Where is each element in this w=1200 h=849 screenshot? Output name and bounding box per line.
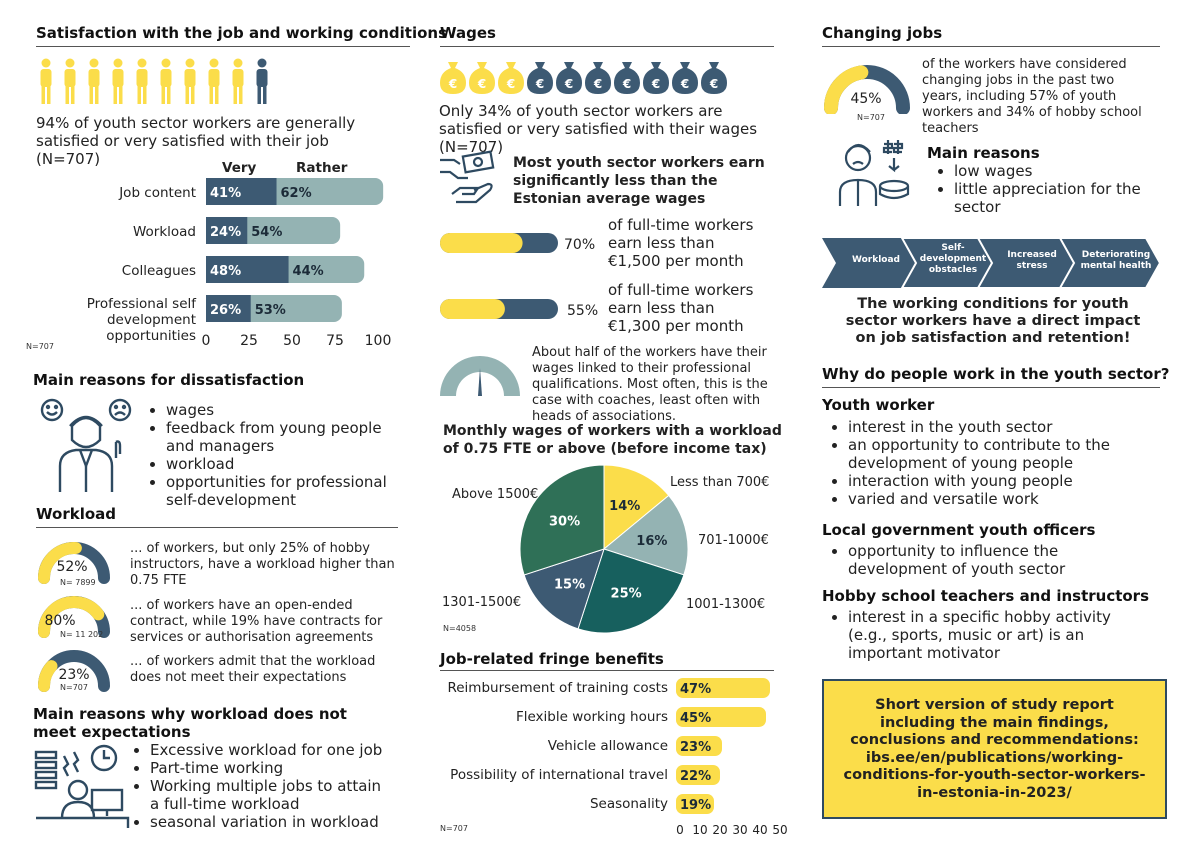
axis-tick: 100 bbox=[364, 333, 392, 349]
gauge-desc: ... of workers admit that the workload does not meet their expectations bbox=[130, 654, 376, 685]
list-item: • interest in the youth sector bbox=[848, 418, 1158, 436]
person-icon bbox=[113, 59, 124, 105]
person-icon bbox=[65, 59, 76, 105]
legend-very: Very bbox=[222, 160, 257, 176]
progress-bar bbox=[440, 298, 558, 320]
list-item: • little appreciation for the sector bbox=[954, 180, 1156, 216]
money-bag-icon bbox=[614, 62, 640, 94]
list-item: • opportunities for professional self-development bbox=[166, 473, 406, 509]
axis-tick: 75 bbox=[326, 333, 344, 349]
satisfaction-title: Satisfaction with the job and working conditions bbox=[36, 24, 447, 42]
list-item: • seasonal variation in workload bbox=[150, 813, 390, 831]
money-bag-icon bbox=[672, 62, 698, 94]
money-bag-icon bbox=[469, 62, 495, 94]
list-item: • interaction with young people bbox=[848, 472, 1158, 490]
list-item: • wages bbox=[166, 401, 406, 419]
bar-rather-label: 44% bbox=[292, 264, 324, 279]
bar-very-label: 48% bbox=[210, 264, 242, 279]
svg-text:€: € bbox=[448, 77, 458, 91]
axis-tick: 25 bbox=[240, 333, 258, 349]
changing-jobs-value: 45% bbox=[850, 91, 882, 107]
list-item: • Part-time working bbox=[150, 759, 390, 777]
pie-value-label: 25% bbox=[610, 586, 642, 602]
changing-jobs-title: Changing jobs bbox=[822, 24, 943, 42]
svg-text:€: € bbox=[622, 77, 632, 91]
workload-reasons-title: Main reasons why workload does not meet expectations bbox=[33, 705, 347, 741]
group-title: Local government youth officers bbox=[822, 521, 1096, 539]
pie-category-label: 701-1000€ bbox=[698, 533, 769, 548]
money-bag-icon bbox=[643, 62, 669, 94]
pie-category-label: 1001-1300€ bbox=[686, 597, 766, 612]
pie-category-label: Above 1500€ bbox=[452, 487, 539, 502]
bar-label: Workload bbox=[132, 224, 196, 240]
main-reasons-list bbox=[934, 162, 1156, 216]
gauge-n: N= 11 202 bbox=[60, 630, 104, 639]
axis-tick: 40 bbox=[752, 823, 768, 837]
bar-label: Professional self development opportunities bbox=[86, 296, 196, 344]
list-item: • opportunity to influence the development of youth sector bbox=[848, 542, 1160, 578]
pie-value-label: 30% bbox=[549, 514, 581, 530]
fringe-category-label: Reimbursement of training costs bbox=[447, 680, 668, 696]
person-icon bbox=[233, 59, 244, 105]
workload-title: Workload bbox=[36, 505, 116, 523]
pie-n: N=4058 bbox=[443, 624, 477, 633]
list-item: • an opportunity to contribute to the development of young people bbox=[848, 436, 1158, 472]
dissatisfaction-list bbox=[146, 401, 406, 509]
group-list bbox=[828, 608, 1148, 662]
bar-rather-label: 53% bbox=[254, 303, 286, 318]
workload-reasons-list bbox=[130, 741, 390, 831]
bar-very-label: 26% bbox=[210, 303, 242, 318]
money-bag-icon bbox=[556, 62, 582, 94]
sample-size: N=707 bbox=[26, 342, 54, 351]
progress-desc: of full-time workers earn less than €1,300 per month bbox=[608, 281, 754, 335]
impact-statement: The working conditions for youth sector workers have a direct impact on job satisfaction and retention! bbox=[845, 296, 1141, 346]
wages-text: Only 34% of youth sector workers are satisfied or very satisfied with their wages (N=707) bbox=[439, 102, 758, 156]
axis-tick: 0 bbox=[201, 333, 211, 349]
progress-fill bbox=[440, 233, 523, 253]
pie-value-label: 14% bbox=[609, 498, 641, 514]
fringe-value-label: 23% bbox=[680, 740, 712, 755]
person-icon bbox=[257, 59, 268, 105]
pie-category-label: 1301-1500€ bbox=[442, 595, 522, 610]
why-title: Why do people work in the youth sector? bbox=[822, 365, 1170, 383]
person-thinking-icon bbox=[38, 396, 134, 494]
group-list bbox=[828, 418, 1158, 508]
changing-jobs-n: N=707 bbox=[857, 113, 885, 122]
gauge-value: 23% bbox=[58, 667, 90, 683]
wages-title: Wages bbox=[440, 24, 496, 42]
list-item: • Excessive workload for one job bbox=[150, 741, 390, 759]
main-reasons-title: Main reasons bbox=[927, 144, 1040, 162]
pie-value-label: 15% bbox=[553, 577, 586, 593]
svg-text:€: € bbox=[477, 77, 487, 91]
bar-label: Colleagues bbox=[121, 263, 196, 279]
gauge-desc: ... of workers have an open-ended contract, while 19% have contracts for services or authorisation agreements bbox=[130, 598, 383, 645]
dissatisfaction-title: Main reasons for dissatisfaction bbox=[33, 371, 305, 389]
progress-value: 55% bbox=[567, 303, 599, 319]
svg-text:€: € bbox=[535, 77, 545, 91]
fringe-value-label: 19% bbox=[680, 798, 712, 813]
fringe-axis bbox=[672, 822, 792, 838]
fringe-value-label: 45% bbox=[680, 711, 712, 726]
legend-rather: Rather bbox=[296, 160, 348, 176]
group-list bbox=[828, 542, 1160, 578]
busy-worker-icon bbox=[34, 744, 130, 830]
group-title: Hobby school teachers and instructors bbox=[822, 587, 1150, 605]
satisfaction-text: 94% of youth sector workers are generally satisfied or very satisfied with their job (N=707) bbox=[36, 114, 356, 168]
satisfaction-chart bbox=[206, 178, 396, 328]
person-icon bbox=[161, 59, 172, 105]
list-item: • feedback from young people and managers bbox=[166, 419, 406, 455]
fringe-n: N=707 bbox=[440, 824, 468, 833]
earn-head: Most youth sector workers earn significantly less than the Estonian average wages bbox=[513, 155, 765, 207]
report-link-box[interactable]: Short version of study report including the main findings, conclusions and recommendations: ibs.ee/en/publications/working-conditions-for-youth-sector-workers-in-estonia-in-2023/ bbox=[822, 679, 1167, 819]
list-item: • Working multiple jobs to attain a full-time workload bbox=[150, 777, 390, 813]
axis-tick: 50 bbox=[283, 333, 301, 349]
svg-text:€: € bbox=[564, 77, 574, 91]
person-icon bbox=[137, 59, 148, 105]
gauge-desc: ... of workers, but only 25% of hobby instructors, have a workload higher than 0.75 FTE bbox=[130, 541, 395, 588]
list-item: • workload bbox=[166, 455, 406, 473]
money-bag-icon bbox=[527, 62, 553, 94]
fringe-category-label: Seasonality bbox=[589, 796, 668, 812]
link-text: About half of the workers have their wages linked to their professional qualifications. Most often, this is the case with coaches, least often with heads of associations. bbox=[532, 345, 768, 424]
money-bag-icon bbox=[585, 62, 611, 94]
gauge-value: 80% bbox=[44, 613, 76, 629]
svg-text:€: € bbox=[651, 77, 661, 91]
axis-tick: 10 bbox=[692, 823, 708, 837]
svg-text:€: € bbox=[506, 77, 516, 91]
fringe-category-label: Possibility of international travel bbox=[450, 767, 668, 783]
person-icon bbox=[89, 59, 100, 105]
arrow-label: Deteriorating mental health bbox=[1080, 250, 1152, 271]
bar-very-label: 24% bbox=[210, 225, 242, 240]
gauge-n: N=707 bbox=[60, 683, 88, 692]
progress-bar bbox=[440, 232, 558, 254]
arrow-label: Workload bbox=[852, 255, 900, 265]
arrow-label: Self-development obstacles bbox=[919, 243, 987, 275]
fringe-value-label: 22% bbox=[680, 769, 712, 784]
pie-category-label: Less than 700€ bbox=[670, 475, 770, 490]
person-icon bbox=[209, 59, 220, 105]
bar-label: Job content bbox=[119, 185, 196, 201]
worried-person-money-icon bbox=[836, 136, 912, 208]
axis-tick: 20 bbox=[712, 823, 728, 837]
list-item: • interest in a specific hobby activity (e.g., sports, music or art) is an important motivator bbox=[848, 608, 1148, 662]
changing-jobs-text: of the workers have considered changing jobs in the past two years, including 57% of youth workers and 34% of hobby school teachers bbox=[922, 57, 1142, 136]
money-bag-icon bbox=[440, 62, 466, 94]
fringe-category-label: Vehicle allowance bbox=[547, 738, 668, 754]
pie-title: Monthly wages of workers with a workload of 0.75 FTE or above (before income tax) bbox=[443, 423, 782, 457]
list-item: • low wages bbox=[954, 162, 1156, 180]
svg-text:€: € bbox=[593, 77, 603, 91]
list-item: • varied and versatile work bbox=[848, 490, 1158, 508]
person-icon bbox=[185, 59, 196, 105]
gauge-value: 52% bbox=[56, 559, 88, 575]
fringe-title: Job-related fringe benefits bbox=[440, 650, 664, 668]
people-row bbox=[36, 58, 306, 106]
group-title: Youth worker bbox=[822, 396, 935, 414]
bar-very-label: 41% bbox=[210, 186, 242, 201]
cash-hand-icon bbox=[438, 150, 500, 208]
progress-value: 70% bbox=[564, 237, 596, 253]
fringe-chart bbox=[430, 674, 800, 819]
fringe-value-label: 47% bbox=[680, 682, 712, 697]
bar-rather-label: 62% bbox=[280, 186, 312, 201]
satisfaction-axis bbox=[196, 331, 396, 349]
wage-pie-chart bbox=[430, 460, 790, 638]
progress-fill bbox=[440, 299, 505, 319]
money-bags-row bbox=[438, 58, 738, 96]
svg-text:€: € bbox=[709, 77, 719, 91]
axis-tick: 50 bbox=[772, 823, 788, 837]
progress-desc: of full-time workers earn less than €1,500 per month bbox=[608, 216, 754, 270]
svg-text:€: € bbox=[680, 77, 690, 91]
bar-rather-label: 54% bbox=[251, 225, 283, 240]
gauge-n: N= 7899 bbox=[60, 578, 96, 587]
arrow-label: Increased stress bbox=[1007, 250, 1057, 271]
axis-tick: 30 bbox=[732, 823, 748, 837]
axis-tick: 0 bbox=[676, 823, 684, 837]
pie-value-label: 16% bbox=[636, 533, 668, 549]
money-bag-icon bbox=[701, 62, 727, 94]
fringe-category-label: Flexible working hours bbox=[515, 709, 668, 725]
meter-icon bbox=[438, 352, 522, 398]
money-bag-icon bbox=[498, 62, 524, 94]
person-icon bbox=[41, 59, 52, 105]
